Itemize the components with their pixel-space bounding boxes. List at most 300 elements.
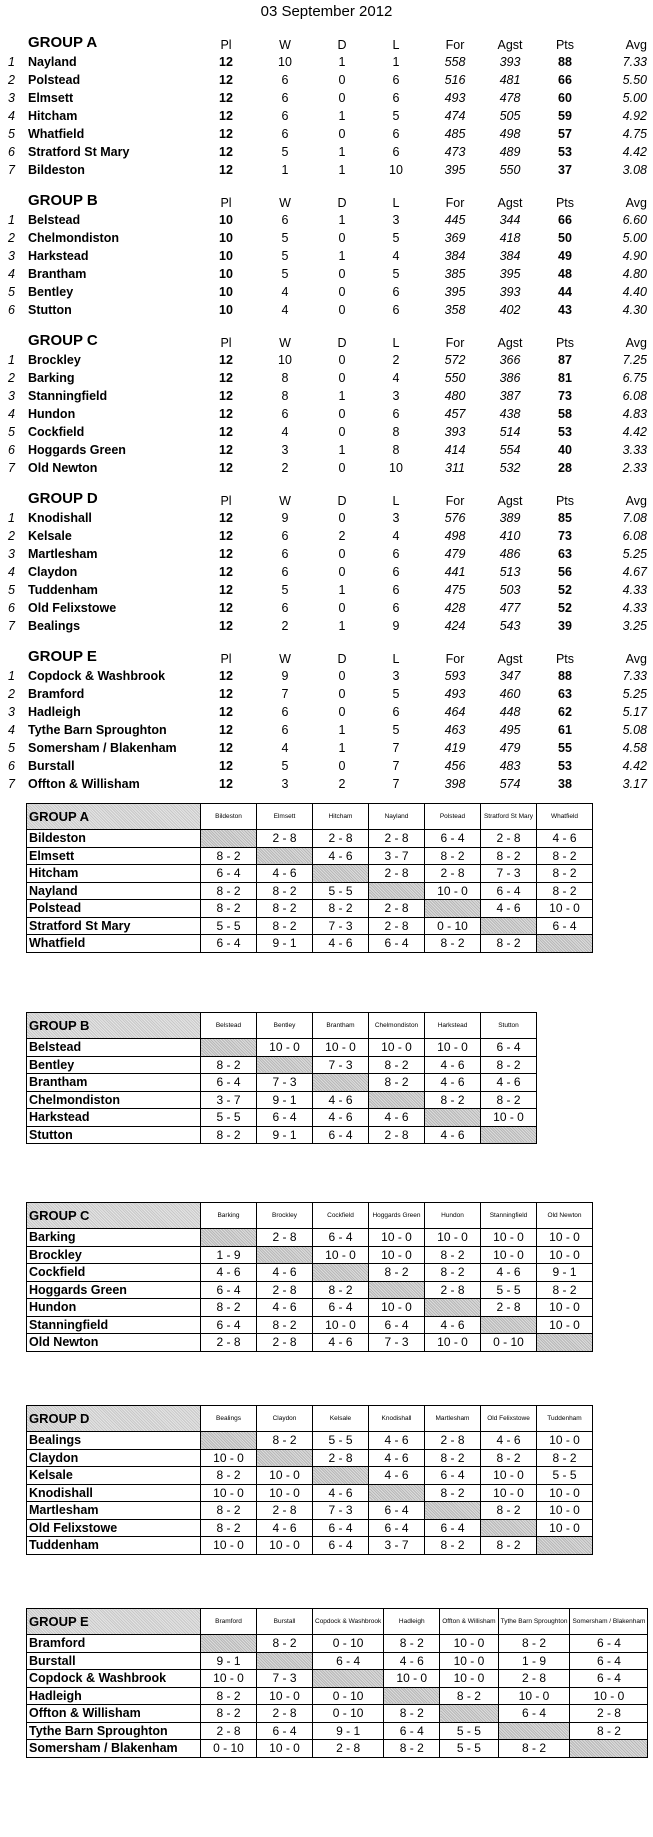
home-team-name: Martlesham [27,1502,201,1520]
score-cell: 6 - 4 [313,1299,369,1317]
pts-cell: 53 [558,145,572,159]
score-cell: 8 - 2 [201,1467,257,1485]
home-team-name: Cockfield [27,1264,201,1282]
pts-cell: 40 [558,443,572,457]
pl-cell: 12 [219,705,233,719]
score-cell: 6 - 4 [313,1519,369,1537]
pl-cell: 12 [219,163,233,177]
blank-cell [481,1126,537,1144]
score-cell: 8 - 2 [257,882,313,900]
home-team-name: Old Newton [27,1334,201,1352]
opponent-column-header: Nayland [369,804,425,830]
pts-cell: 66 [558,73,572,87]
avg-cell: 4.33 [622,583,647,597]
team-name: Hadleigh [28,705,81,719]
team-name: Nayland [28,55,77,69]
d-cell: 0 [338,371,346,385]
position-cell: 4 [8,267,15,281]
agst-cell: 505 [499,109,521,123]
score-cell: 9 - 1 [257,935,313,953]
agst-cell: 574 [499,777,521,791]
standings-row [0,423,653,441]
for-cell: 358 [444,303,466,317]
agst-cell: 347 [499,669,521,683]
home-team-name: Brockley [27,1246,201,1264]
team-name: Elmsett [28,91,74,105]
avg-cell: 4.67 [622,565,647,579]
score-cell: 8 - 2 [425,935,481,953]
score-cell: 5 - 5 [440,1740,498,1758]
column-header-pts: Pts [555,494,575,508]
position-cell: 1 [8,669,15,683]
agst-cell: 393 [499,55,521,69]
team-name: Stanningfield [28,389,108,403]
score-cell: 10 - 0 [537,1502,593,1520]
score-cell: 10 - 0 [537,1316,593,1334]
avg-cell: 4.42 [622,425,647,439]
pts-cell: 73 [558,389,572,403]
team-name: Cockfield [28,425,85,439]
for-cell: 456 [444,759,466,773]
score-cell: 2 - 8 [369,1126,425,1144]
opponent-column-header: Hitcham [313,804,369,830]
home-team-name: Nayland [27,882,201,900]
league-standings [0,33,653,805]
score-cell: 8 - 2 [537,847,593,865]
standings-row [0,545,653,563]
w-cell: 6 [281,91,289,105]
position-cell: 6 [8,759,15,773]
avg-cell: 7.08 [622,511,647,525]
position-cell: 2 [8,371,15,385]
column-header-d: D [337,38,347,52]
group-title: GROUP B [28,192,98,209]
score-cell: 10 - 0 [369,1246,425,1264]
results-row [27,1056,537,1074]
score-cell: 10 - 0 [369,1039,425,1057]
results-row [27,1126,537,1144]
blank-cell [481,917,537,935]
blank-cell [537,1334,593,1352]
w-cell: 9 [281,511,289,525]
opponent-column-header: Hundon [425,1203,481,1229]
team-name: Chelmondiston [28,231,119,245]
score-cell: 2 - 8 [313,1449,369,1467]
d-cell: 0 [338,425,346,439]
agst-cell: 477 [499,601,521,615]
pts-cell: 58 [558,407,572,421]
score-cell: 5 - 5 [313,882,369,900]
l-cell: 8 [392,443,400,457]
for-cell: 475 [444,583,466,597]
position-cell: 6 [8,145,15,159]
team-name: Polstead [28,73,81,87]
team-name: Whatfield [28,127,85,141]
pl-cell: 12 [219,723,233,737]
results-header-row [27,1013,537,1039]
opponent-column-header: Bildeston [201,804,257,830]
column-header-l: L [392,336,400,350]
home-team-name: Polstead [27,900,201,918]
opponent-column-header: Bentley [257,1013,313,1039]
w-cell: 5 [281,249,289,263]
pl-cell: 12 [219,389,233,403]
opponent-column-header: Somersham / Blakenham [570,1609,648,1635]
score-cell: 6 - 4 [201,865,257,883]
opponent-column-header: Whatfield [537,804,593,830]
position-cell: 6 [8,443,15,457]
opponent-column-header: Knodishall [369,1406,425,1432]
results-grid [26,803,593,953]
results-row [27,900,593,918]
pts-cell: 61 [558,723,572,737]
score-cell: 5 - 5 [313,1432,369,1450]
w-cell: 5 [281,583,289,597]
pl-cell: 12 [219,777,233,791]
column-header-pts: Pts [555,336,575,350]
results-row [27,1670,648,1688]
avg-cell: 4.40 [622,285,647,299]
l-cell: 10 [389,163,403,177]
w-cell: 5 [281,231,289,245]
score-cell: 6 - 4 [313,1537,369,1555]
avg-cell: 5.50 [622,73,647,87]
score-cell: 8 - 2 [425,1537,481,1555]
for-cell: 441 [444,565,466,579]
avg-cell: 5.25 [622,687,647,701]
w-cell: 6 [281,705,289,719]
score-cell: 8 - 2 [425,847,481,865]
score-cell: 6 - 4 [201,1074,257,1092]
for-cell: 464 [444,705,466,719]
score-cell: 10 - 0 [481,1246,537,1264]
pts-cell: 62 [558,705,572,719]
score-cell: 10 - 0 [537,1432,593,1450]
opponent-column-header: Old Newton [537,1203,593,1229]
position-cell: 1 [8,55,15,69]
d-cell: 1 [338,389,346,403]
column-header-avg: Avg [625,652,647,666]
w-cell: 8 [281,389,289,403]
pl-cell: 12 [219,425,233,439]
standings-row [0,775,653,793]
home-team-name: Offton & Willisham [27,1705,201,1723]
score-cell: 4 - 6 [369,1432,425,1450]
column-header-pl: Pl [220,494,232,508]
w-cell: 2 [281,619,289,633]
d-cell: 1 [338,741,346,755]
d-cell: 0 [338,601,346,615]
position-cell: 5 [8,127,15,141]
pts-cell: 87 [558,353,572,367]
score-cell: 4 - 6 [481,900,537,918]
team-name: Hundon [28,407,76,421]
team-name: Copdock & Washbrook [28,669,166,683]
column-header-avg: Avg [625,38,647,52]
pl-cell: 10 [219,285,233,299]
avg-cell: 4.58 [622,741,647,755]
avg-cell: 4.80 [622,267,647,281]
score-cell: 8 - 2 [257,1635,313,1653]
d-cell: 0 [338,231,346,245]
opponent-column-header: Cockfield [313,1203,369,1229]
opponent-column-header: Chelmondiston [369,1013,425,1039]
pts-cell: 60 [558,91,572,105]
avg-cell: 4.42 [622,145,647,159]
pts-cell: 66 [558,213,572,227]
results-row [27,1449,593,1467]
for-cell: 384 [444,249,466,263]
pl-cell: 12 [219,109,233,123]
score-cell: 10 - 0 [201,1537,257,1555]
d-cell: 0 [338,565,346,579]
home-team-name: Claydon [27,1449,201,1467]
pl-cell: 12 [219,547,233,561]
position-cell: 5 [8,285,15,299]
score-cell: 6 - 4 [201,935,257,953]
score-cell: 2 - 8 [481,830,537,848]
agst-cell: 481 [499,73,521,87]
position-cell: 6 [8,303,15,317]
score-cell: 5 - 5 [537,1467,593,1485]
results-row [27,1740,648,1758]
team-name: Bentley [28,285,74,299]
score-cell: 6 - 4 [425,830,481,848]
results-row [27,847,593,865]
results-row [27,1229,593,1247]
d-cell: 1 [338,163,346,177]
score-cell: 8 - 2 [570,1722,648,1740]
score-cell: 10 - 0 [257,1039,313,1057]
opponent-column-header: Tythe Barn Sproughton [498,1609,570,1635]
blank-cell [201,830,257,848]
results-row [27,935,593,953]
home-team-name: Copdock & Washbrook [27,1670,201,1688]
score-cell: 2 - 8 [257,1334,313,1352]
blank-cell [313,1074,369,1092]
for-cell: 311 [445,461,465,475]
score-cell: 6 - 4 [369,1519,425,1537]
score-cell: 10 - 0 [498,1687,570,1705]
score-cell: 8 - 2 [369,1074,425,1092]
for-cell: 558 [444,55,466,69]
blank-cell [369,882,425,900]
l-cell: 1 [392,55,400,69]
home-team-name: Old Felixstowe [27,1519,201,1537]
team-name: Stratford St Mary [28,145,130,159]
score-cell: 8 - 2 [481,1056,537,1074]
position-cell: 1 [8,353,15,367]
results-group-title: GROUP C [27,1203,201,1229]
agst-cell: 498 [499,127,521,141]
d-cell: 1 [338,619,346,633]
score-cell: 6 - 4 [425,1467,481,1485]
for-cell: 457 [444,407,466,421]
standings-group [0,489,653,635]
score-cell: 2 - 8 [369,917,425,935]
avg-cell: 4.92 [622,109,647,123]
score-cell: 7 - 3 [369,1334,425,1352]
opponent-column-header: Brockley [257,1203,313,1229]
score-cell: 10 - 0 [537,1246,593,1264]
avg-cell: 2.33 [622,461,647,475]
agst-cell: 460 [499,687,521,701]
agst-cell: 384 [499,249,521,263]
position-cell: 5 [8,741,15,755]
column-header-avg: Avg [625,336,647,350]
score-cell: 4 - 6 [384,1652,440,1670]
column-header-l: L [392,38,400,52]
score-cell: 8 - 2 [201,1056,257,1074]
home-team-name: Hadleigh [27,1687,201,1705]
position-cell: 7 [8,777,15,791]
for-cell: 395 [444,285,466,299]
team-name: Offton & Willisham [28,777,140,791]
pts-cell: 57 [558,127,572,141]
d-cell: 0 [338,353,346,367]
home-team-name: Kelsale [27,1467,201,1485]
team-name: Hoggards Green [28,443,126,457]
score-cell: 3 - 7 [201,1091,257,1109]
score-cell: 8 - 2 [537,1449,593,1467]
home-team-name: Barking [27,1229,201,1247]
blank-cell [425,900,481,918]
score-cell: 4 - 6 [313,1109,369,1127]
home-team-name: Whatfield [27,935,201,953]
score-cell: 2 - 8 [257,1502,313,1520]
column-header-d: D [337,652,347,666]
opponent-column-header: Brantham [313,1013,369,1039]
score-cell: 6 - 4 [257,1722,313,1740]
team-name: Martlesham [28,547,98,561]
l-cell: 9 [392,619,400,633]
standings-row [0,721,653,739]
score-cell: 8 - 2 [201,1502,257,1520]
score-cell: 8 - 2 [369,1056,425,1074]
l-cell: 8 [392,425,400,439]
score-cell: 0 - 10 [313,1635,384,1653]
opponent-column-header: Offton & Willisham [440,1609,498,1635]
home-team-name: Bentley [27,1056,201,1074]
d-cell: 1 [338,443,346,457]
w-cell: 5 [281,267,289,281]
score-cell: 8 - 2 [201,1519,257,1537]
pts-cell: 63 [558,547,572,561]
column-header-for: For [445,652,465,666]
for-cell: 493 [444,687,466,701]
standings-row [0,617,653,635]
pl-cell: 12 [219,565,233,579]
w-cell: 9 [281,669,289,683]
column-header-d: D [337,196,347,210]
home-team-name: Brantham [27,1074,201,1092]
column-header-for: For [445,196,465,210]
l-cell: 5 [392,687,400,701]
position-cell: 4 [8,407,15,421]
agst-cell: 479 [499,741,521,755]
column-header-d: D [337,336,347,350]
home-team-name: Chelmondiston [27,1091,201,1109]
score-cell: 9 - 1 [201,1652,257,1670]
opponent-column-header: Tuddenham [537,1406,593,1432]
pl-cell: 12 [219,601,233,615]
score-cell: 9 - 1 [257,1091,313,1109]
opponent-column-header: Hadleigh [384,1609,440,1635]
opponent-column-header: Bealings [201,1406,257,1432]
standings-row [0,283,653,301]
column-header-w: W [279,494,291,508]
blank-cell [313,1467,369,1485]
results-row [27,1687,648,1705]
score-cell: 4 - 6 [425,1126,481,1144]
agst-cell: 393 [499,285,521,299]
w-cell: 6 [281,601,289,615]
standings-header-row [0,33,653,53]
avg-cell: 4.75 [622,127,647,141]
column-header-l: L [392,652,400,666]
results-row [27,1537,593,1555]
results-header-row [27,804,593,830]
score-cell: 8 - 2 [384,1705,440,1723]
column-header-agst: Agst [497,38,523,52]
score-cell: 0 - 10 [313,1687,384,1705]
score-cell: 10 - 0 [257,1484,313,1502]
column-header-for: For [445,336,465,350]
score-cell: 10 - 0 [481,1229,537,1247]
agst-cell: 532 [499,461,521,475]
team-name: Harkstead [28,249,89,263]
avg-cell: 3.17 [622,777,647,791]
pl-cell: 12 [219,371,233,385]
for-cell: 572 [444,353,466,367]
pts-cell: 52 [558,583,572,597]
avg-cell: 7.25 [622,353,647,367]
score-cell: 2 - 8 [425,1281,481,1299]
score-cell: 2 - 8 [481,1299,537,1317]
results-grid [26,1012,537,1144]
agst-cell: 387 [499,389,521,403]
column-header-d: D [337,494,347,508]
for-cell: 428 [444,601,466,615]
avg-cell: 7.33 [622,669,647,683]
blank-cell [384,1687,440,1705]
results-row [27,1502,593,1520]
agst-cell: 389 [499,511,521,525]
column-header-l: L [392,196,400,210]
d-cell: 1 [338,213,346,227]
agst-cell: 514 [499,425,521,439]
standings-row [0,509,653,527]
score-cell: 8 - 2 [257,1432,313,1450]
w-cell: 4 [281,425,289,439]
d-cell: 1 [338,723,346,737]
score-cell: 10 - 0 [257,1537,313,1555]
score-cell: 10 - 0 [440,1670,498,1688]
position-cell: 6 [8,601,15,615]
standings-row [0,563,653,581]
blank-cell [440,1705,498,1723]
score-cell: 8 - 2 [384,1740,440,1758]
home-team-name: Bramford [27,1635,201,1653]
results-row [27,1652,648,1670]
pl-cell: 12 [219,443,233,457]
standings-row [0,301,653,319]
opponent-column-header: Claydon [257,1406,313,1432]
score-cell: 4 - 6 [257,1519,313,1537]
blank-cell [313,865,369,883]
for-cell: 516 [444,73,466,87]
position-cell: 5 [8,583,15,597]
